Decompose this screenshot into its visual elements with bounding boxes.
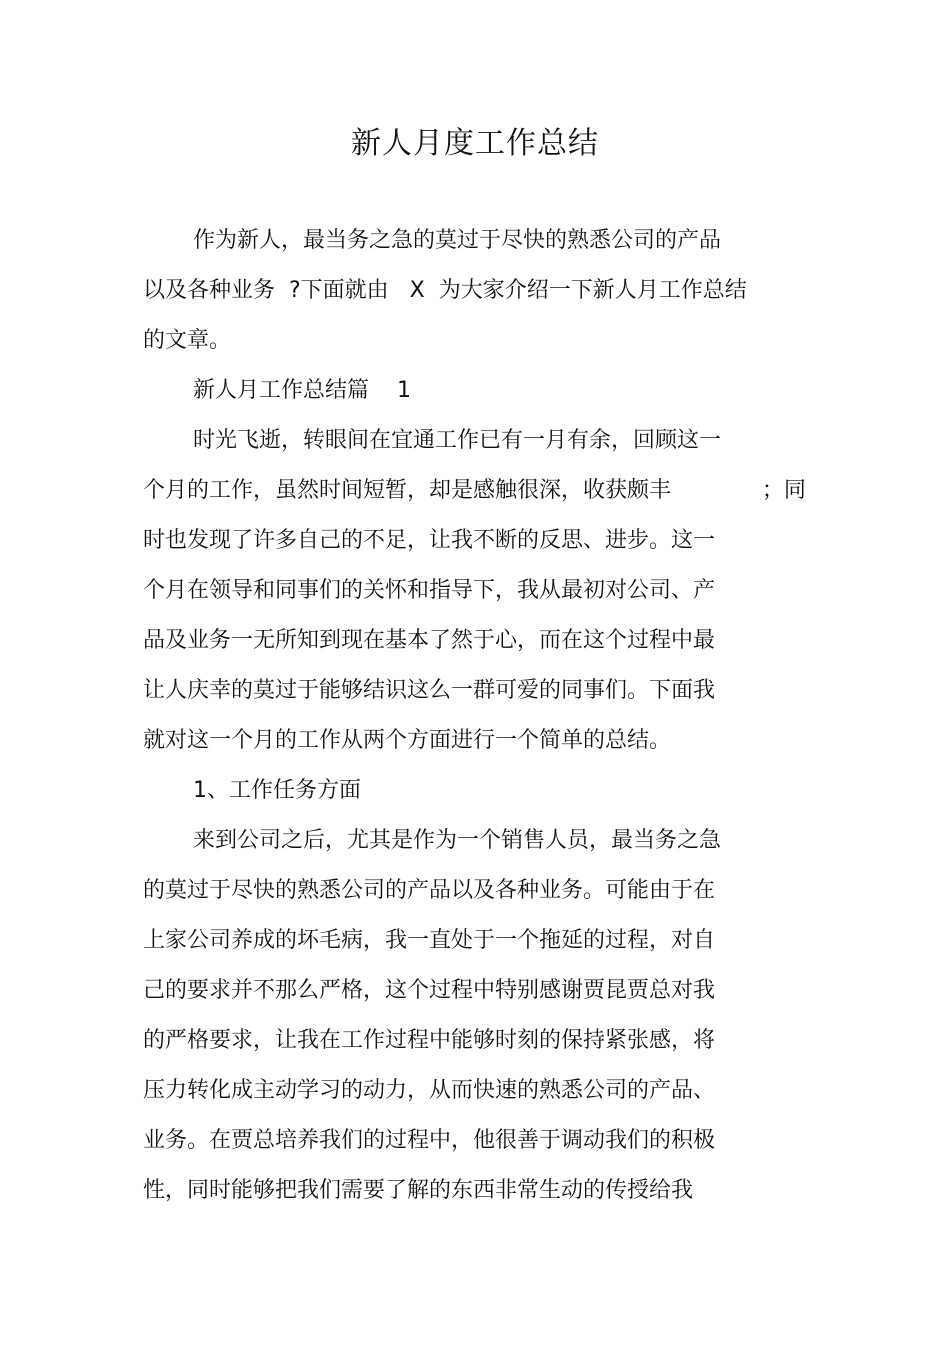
paragraph-line: 个月的工作，虽然时间短暂，却是感触很深，收获颇丰 ；同 (143, 478, 806, 503)
paragraph-line: 上家公司养成的坏毛病，我一直处于一个拖延的过程，对自 (143, 928, 716, 953)
paragraph-line: 压力转化成主动学习的动力，从而快速的熟悉公司的产品、 (143, 1078, 716, 1103)
paragraph-line: 性，同时能够把我们需要了解的东西非常生动的传授给我 (143, 1178, 694, 1203)
paragraph-line: 的莫过于尽快的熟悉公司的产品以及各种业务。可能由于在 (143, 878, 716, 903)
paragraph-line: 品及业务一无所知到现在基本了然于心，而在这个过程中最 (143, 628, 716, 653)
paragraph-line: 个月在领导和同事们的关怀和指导下，我从最初对公司、产 (143, 578, 716, 603)
paragraph-line: 时也发现了许多自己的不足，让我不断的反思、进步。这一 (143, 528, 716, 553)
paragraph-line: 业务。在贾总培养我们的过程中，他很善于调动我们的积极 (143, 1128, 716, 1153)
paragraph-line: 来到公司之后，尤其是作为一个销售人员，最当务之急 (193, 828, 722, 853)
paragraph-line: 就对这一个月的工作从两个方面进行一个简单的总结。 (143, 728, 672, 753)
paragraph-line: 的严格要求，让我在工作过程中能够时刻的保持紧张感，将 (143, 1028, 716, 1053)
paragraph-line: 作为新人，最当务之急的莫过于尽快的熟悉公司的产品 (193, 228, 722, 253)
paragraph-line: 让人庆幸的莫过于能够结识这么一群可爱的同事们。下面我 (143, 678, 716, 703)
paragraph-line: 以及各种业务 ?下面就由 X 为大家介绍一下新人月工作总结 (143, 278, 747, 303)
section-heading: 新人月工作总结篇 1 (193, 378, 411, 403)
paragraph-line: 时光飞逝，转眼间在宜通工作已有一月有余，回顾这一 (193, 428, 722, 453)
paragraph-line: 的文章。 (143, 328, 232, 353)
section-heading: 1、工作任务方面 (193, 778, 361, 803)
document-title: 新人月度工作总结 (351, 126, 599, 161)
paragraph-line: 己的要求并不那么严格，这个过程中特别感谢贾昆贾总对我 (143, 978, 716, 1003)
